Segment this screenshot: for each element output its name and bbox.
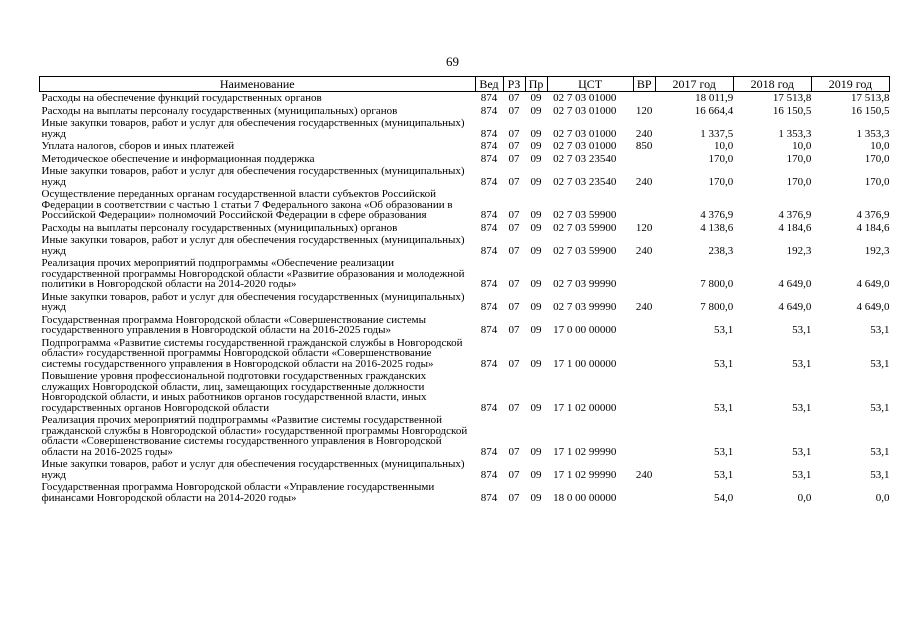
cell-cst: 02 7 03 99990 <box>553 301 617 313</box>
cell-vr <box>633 414 655 458</box>
cell-2019: 53,1 <box>870 324 890 336</box>
cell-pr: 09 <box>530 209 542 221</box>
table-row <box>40 117 890 140</box>
cell-pr: 09 <box>530 127 542 140</box>
cell-2017: 238,3 <box>708 244 734 257</box>
cell-ved: 874 <box>480 175 498 188</box>
cell-2017: 7 800,0 <box>700 301 734 313</box>
cell-name: Иные закупки товаров, работ и услуг для обеспечения государственных (муниципальных) нужд <box>41 117 465 140</box>
cell-name: Уплата налогов, сборов и иных платежей <box>41 140 235 152</box>
cell-cst: 02 7 03 23540 <box>553 175 617 188</box>
cell-vr: 240 <box>635 244 653 257</box>
cell-name: Осуществление переданных органам государственной власти субъектов Российской Федерации в соответствии с частью 1 статьи 7 Федерального закона «Об образовании в Российской Федерации» полномочий Российской Федерации в сфере образования <box>41 188 453 221</box>
cell-pr: 09 <box>530 491 542 504</box>
cell-pr: 09 <box>530 301 542 313</box>
cell-2017: 1 337,5 <box>700 127 734 140</box>
cell-cst: 17 1 02 99990 <box>553 468 617 481</box>
header-ved: Вед <box>475 77 503 92</box>
cell-2019: 16 150,5 <box>851 104 890 117</box>
cell-name: Иные закупки товаров, работ и услуг для обеспечения государственных (муниципальных) нужд <box>41 234 465 257</box>
cell-rz: 07 <box>508 491 520 504</box>
cell-2017: 18 011,9 <box>695 92 734 104</box>
cell-2019: 4 184,6 <box>856 221 890 234</box>
cell-2019: 170,0 <box>864 152 890 165</box>
cell-cst: 17 0 00 00000 <box>553 324 617 336</box>
cell-vr: 240 <box>635 127 653 140</box>
cell-2017: 53,1 <box>714 445 734 458</box>
cell-vr: 120 <box>635 221 653 234</box>
cell-2018: 53,1 <box>792 401 812 414</box>
cell-cst: 17 1 02 99990 <box>553 445 617 458</box>
cell-rz: 07 <box>508 468 520 481</box>
cell-2019: 53,1 <box>870 357 890 370</box>
cell-2018: 4 376,9 <box>778 209 812 221</box>
cell-name: Иные закупки товаров, работ и услуг для обеспечения государственных (муниципальных) нужд <box>41 290 465 313</box>
cell-ved: 874 <box>480 324 498 336</box>
cell-rz: 07 <box>508 278 520 290</box>
cell-cst: 17 1 02 00000 <box>553 401 617 414</box>
cell-rz: 07 <box>508 324 520 336</box>
cell-rz: 07 <box>508 301 520 313</box>
cell-vr: 240 <box>635 175 653 188</box>
cell-vr <box>633 257 655 291</box>
cell-ved: 874 <box>480 357 498 370</box>
cell-rz: 07 <box>508 92 520 104</box>
header-vr: ВР <box>633 77 655 92</box>
cell-2018: 192,3 <box>786 244 812 257</box>
cell-2018: 53,1 <box>792 324 812 336</box>
cell-2018: 0,0 <box>797 491 812 504</box>
header-2019: 2019 год <box>811 77 889 92</box>
table-body <box>40 92 890 505</box>
cell-vr: 120 <box>635 104 653 117</box>
cell-cst: 17 1 00 00000 <box>553 357 617 370</box>
cell-ved: 874 <box>480 127 498 140</box>
cell-2019: 192,3 <box>864 244 890 257</box>
cell-vr <box>633 92 655 105</box>
table-row <box>40 105 890 118</box>
table-row <box>40 314 890 337</box>
cell-vr: 240 <box>635 301 653 313</box>
cell-vr <box>633 188 655 222</box>
cell-2017: 16 664,4 <box>694 104 734 117</box>
cell-2019: 53,1 <box>870 445 890 458</box>
cell-2019: 0,0 <box>875 491 890 504</box>
header-rz: РЗ <box>503 77 525 92</box>
cell-cst: 02 7 03 01000 <box>553 92 617 104</box>
cell-2017: 170,0 <box>708 175 734 188</box>
cell-ved: 874 <box>480 244 498 257</box>
cell-2018: 16 150,5 <box>772 104 812 117</box>
cell-ved: 874 <box>480 209 498 221</box>
cell-rz: 07 <box>508 175 520 188</box>
cell-2018: 10,0 <box>792 140 812 152</box>
cell-ved: 874 <box>480 278 498 290</box>
cell-2017: 10,0 <box>714 140 734 152</box>
cell-rz: 07 <box>508 445 520 458</box>
cell-cst: 02 7 03 59900 <box>553 221 617 234</box>
table-row <box>40 370 890 414</box>
cell-2018: 1 353,3 <box>778 127 812 140</box>
cell-pr: 09 <box>530 244 542 257</box>
cell-2019: 4 376,9 <box>856 209 890 221</box>
table-row <box>40 140 890 153</box>
cell-rz: 07 <box>508 152 520 165</box>
table-row <box>40 165 890 188</box>
cell-ved: 874 <box>480 468 498 481</box>
table-row <box>40 291 890 314</box>
header-2018: 2018 год <box>733 77 811 92</box>
cell-2017: 4 138,6 <box>700 221 734 234</box>
budget-table <box>39 76 890 504</box>
cell-2018: 4 649,0 <box>778 301 812 313</box>
table-row <box>40 414 890 458</box>
table-row <box>40 222 890 235</box>
cell-cst: 02 7 03 01000 <box>553 140 617 152</box>
cell-2019: 17 513,8 <box>851 92 890 104</box>
cell-2017: 53,1 <box>714 357 734 370</box>
cell-pr: 09 <box>530 104 542 117</box>
cell-pr: 09 <box>530 152 542 165</box>
cell-2017: 170,0 <box>708 152 734 165</box>
cell-rz: 07 <box>508 209 520 221</box>
table-row <box>40 458 890 481</box>
cell-2018: 53,1 <box>792 357 812 370</box>
cell-cst: 02 7 03 23540 <box>553 152 617 165</box>
cell-name: Повышение уровня профессиональной подготовки государственных гражданских служащих Новгородской области, лиц, замещающих государственные должности Новгородской области, и иных работников органов государственной власти, иных государственных органов Новгородской области <box>41 370 427 414</box>
table-header-row <box>40 77 890 92</box>
cell-name: Иные закупки товаров, работ и услуг для обеспечения государственных (муниципальных) нужд <box>41 458 465 481</box>
cell-2019: 10,0 <box>870 140 890 152</box>
cell-ved: 874 <box>480 221 498 234</box>
cell-2018: 170,0 <box>786 175 812 188</box>
cell-name: Реализация прочих мероприятий подпрограммы «Обеспечение реализации государственной программы Новгородской области «Развитие образования и молодежной политики в Новгородской области на 2014-2020 годы» <box>41 257 465 290</box>
cell-name: Расходы на выплаты персоналу государственных (муниципальных) органов <box>41 221 398 234</box>
cell-rz: 07 <box>508 221 520 234</box>
cell-2017: 54,0 <box>714 491 734 504</box>
cell-cst: 02 7 03 59900 <box>553 209 617 221</box>
cell-pr: 09 <box>530 401 542 414</box>
header-2017: 2017 год <box>655 77 733 92</box>
cell-pr: 09 <box>530 92 542 104</box>
cell-2018: 53,1 <box>792 445 812 458</box>
cell-cst: 02 7 03 59900 <box>553 244 617 257</box>
table-row <box>40 481 890 504</box>
cell-2019: 170,0 <box>864 175 890 188</box>
cell-name: Подпрограмма «Развитие системы государственной гражданской службы в Новгородской области» государственной программы Новгородской области «Совершенствование системы государственного управления в Новгородской области на 2016-2025 годы» <box>41 336 463 370</box>
cell-2017: 53,1 <box>714 468 734 481</box>
cell-pr: 09 <box>530 278 542 290</box>
cell-ved: 874 <box>480 140 498 152</box>
cell-ved: 874 <box>480 92 498 104</box>
table-row <box>40 153 890 166</box>
cell-vr <box>633 314 655 337</box>
cell-2018: 4 184,6 <box>778 221 812 234</box>
cell-2019: 53,1 <box>870 468 890 481</box>
cell-cst: 02 7 03 01000 <box>553 104 617 117</box>
cell-rz: 07 <box>508 357 520 370</box>
cell-2019: 1 353,3 <box>856 127 890 140</box>
cell-2019: 53,1 <box>870 401 890 414</box>
cell-name: Расходы на обеспечение функций государственных органов <box>41 92 322 104</box>
cell-ved: 874 <box>480 445 498 458</box>
table-row <box>40 257 890 291</box>
table-row <box>40 234 890 257</box>
cell-cst: 18 0 00 00000 <box>553 491 617 504</box>
cell-2017: 53,1 <box>714 401 734 414</box>
cell-2019: 4 649,0 <box>856 301 890 313</box>
header-cst: ЦСТ <box>547 77 633 92</box>
cell-pr: 09 <box>530 175 542 188</box>
cell-pr: 09 <box>530 468 542 481</box>
cell-2018: 4 649,0 <box>778 278 812 290</box>
cell-pr: 09 <box>530 357 542 370</box>
cell-rz: 07 <box>508 244 520 257</box>
cell-name: Государственная программа Новгородской области «Совершенствование системы государственного управления в Новгородской области на 2016-2025 годы» <box>41 313 427 336</box>
table-row <box>40 337 890 371</box>
cell-rz: 07 <box>508 140 520 152</box>
cell-pr: 09 <box>530 221 542 234</box>
cell-ved: 874 <box>480 491 498 504</box>
cell-2018: 53,1 <box>792 468 812 481</box>
cell-name: Иные закупки товаров, работ и услуг для обеспечения государственных (муниципальных) нужд <box>41 165 465 188</box>
table-row <box>40 92 890 105</box>
cell-ved: 874 <box>480 104 498 117</box>
header-name: Наименование <box>40 77 476 92</box>
cell-2017: 4 376,9 <box>700 209 734 221</box>
cell-ved: 874 <box>480 152 498 165</box>
cell-name: Расходы на выплаты персоналу государственных (муниципальных) органов <box>41 104 398 117</box>
cell-name: Государственная программа Новгородской области «Управление государственными финансами Новгородской области на 2014-2020 годы» <box>41 481 435 504</box>
page-number: 69 <box>446 54 459 69</box>
cell-cst: 02 7 03 01000 <box>553 127 617 140</box>
cell-2018: 170,0 <box>786 152 812 165</box>
cell-pr: 09 <box>530 445 542 458</box>
cell-ved: 874 <box>480 401 498 414</box>
cell-name: Методическое обеспечение и информационная поддержка <box>41 152 315 165</box>
cell-rz: 07 <box>508 127 520 140</box>
cell-rz: 07 <box>508 104 520 117</box>
cell-vr: 850 <box>635 140 653 152</box>
table-row <box>40 188 890 222</box>
cell-cst: 02 7 03 99990 <box>553 278 617 290</box>
cell-2017: 7 800,0 <box>700 278 734 290</box>
cell-vr <box>633 153 655 166</box>
cell-rz: 07 <box>508 401 520 414</box>
cell-vr <box>633 481 655 504</box>
cell-ved: 874 <box>480 301 498 313</box>
cell-vr: 240 <box>635 468 653 481</box>
cell-2019: 4 649,0 <box>856 278 890 290</box>
cell-pr: 09 <box>530 324 542 336</box>
cell-vr <box>633 370 655 414</box>
cell-vr <box>633 337 655 371</box>
cell-2018: 17 513,8 <box>772 92 812 104</box>
header-pr: Пр <box>525 77 547 92</box>
cell-pr: 09 <box>530 140 542 152</box>
cell-name: Реализация прочих мероприятий подпрограммы «Развитие системы государственной гражданской службы в Новгородской области» государственной программы Новгородской области «Совершенствование системы государственного управления в Новгородской области на 2016-2025 годы» <box>41 414 468 458</box>
cell-2017: 53,1 <box>714 324 734 336</box>
